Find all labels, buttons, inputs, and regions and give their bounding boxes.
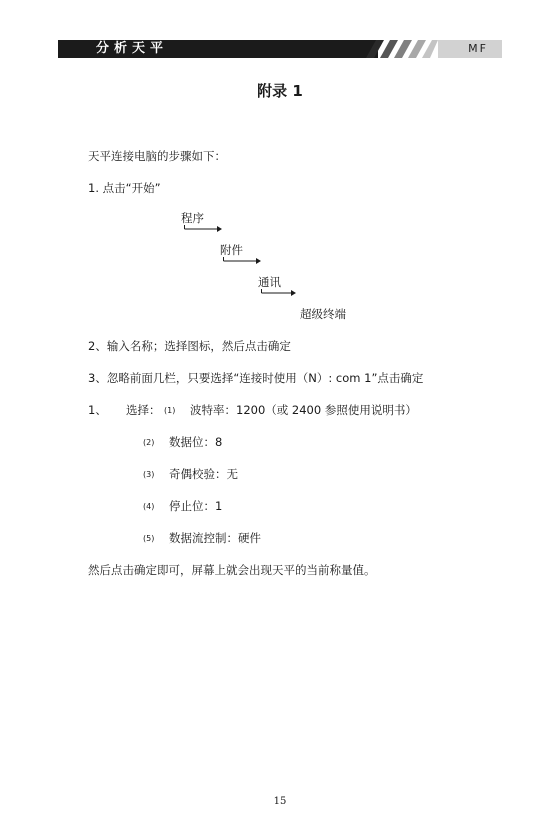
page-header [58,40,502,58]
setting-flow-control: 数据流控制：硬件 [169,531,261,545]
setting-number: (1) [164,406,176,415]
header-stripes [358,40,438,58]
header-dark-band [58,40,378,58]
intro-text: 天平连接电脑的步骤如下： [88,149,226,163]
setting-number: (4) [143,502,155,511]
page-title: 附录 1 [257,82,303,100]
arrow-icon [184,225,224,233]
step-2-text: 2、输入名称；选择图标，然后点击确定 [88,339,291,353]
setting-parity: 奇偶校验：无 [169,467,238,481]
setting-number: (3) [143,470,155,479]
path-level-2: 附件 [220,243,243,257]
path-level-4: 超级终端 [300,307,346,321]
path-level-1: 程序 [181,211,204,225]
closing-text: 然后点击确定即可，屏幕上就会出现天平的当前称量值。 [88,563,376,577]
path-level-3: 通讯 [258,275,281,289]
arrow-icon [261,289,301,297]
step-4-label: 选择： [126,403,161,417]
step-4-prefix: 1、 [88,403,107,417]
step-3-text: 3、忽略前面几栏，只要选择“连接时使用（N）: com 1”点击确定 [88,371,424,385]
setting-stop-bits: 停止位：1 [169,499,223,513]
setting-data-bits: 数据位：8 [169,435,223,449]
page-number: 15 [273,796,287,807]
step-1-text: 1. 点击“开始” [88,181,161,195]
setting-number: (5) [143,534,155,543]
header-title: 分析天平 [96,41,169,56]
setting-baud-rate: 波特率：1200（或 2400 参照使用说明书） [190,403,417,417]
header-code: MF [468,42,488,55]
arrow-icon [223,257,263,265]
setting-number: (2) [143,438,155,447]
